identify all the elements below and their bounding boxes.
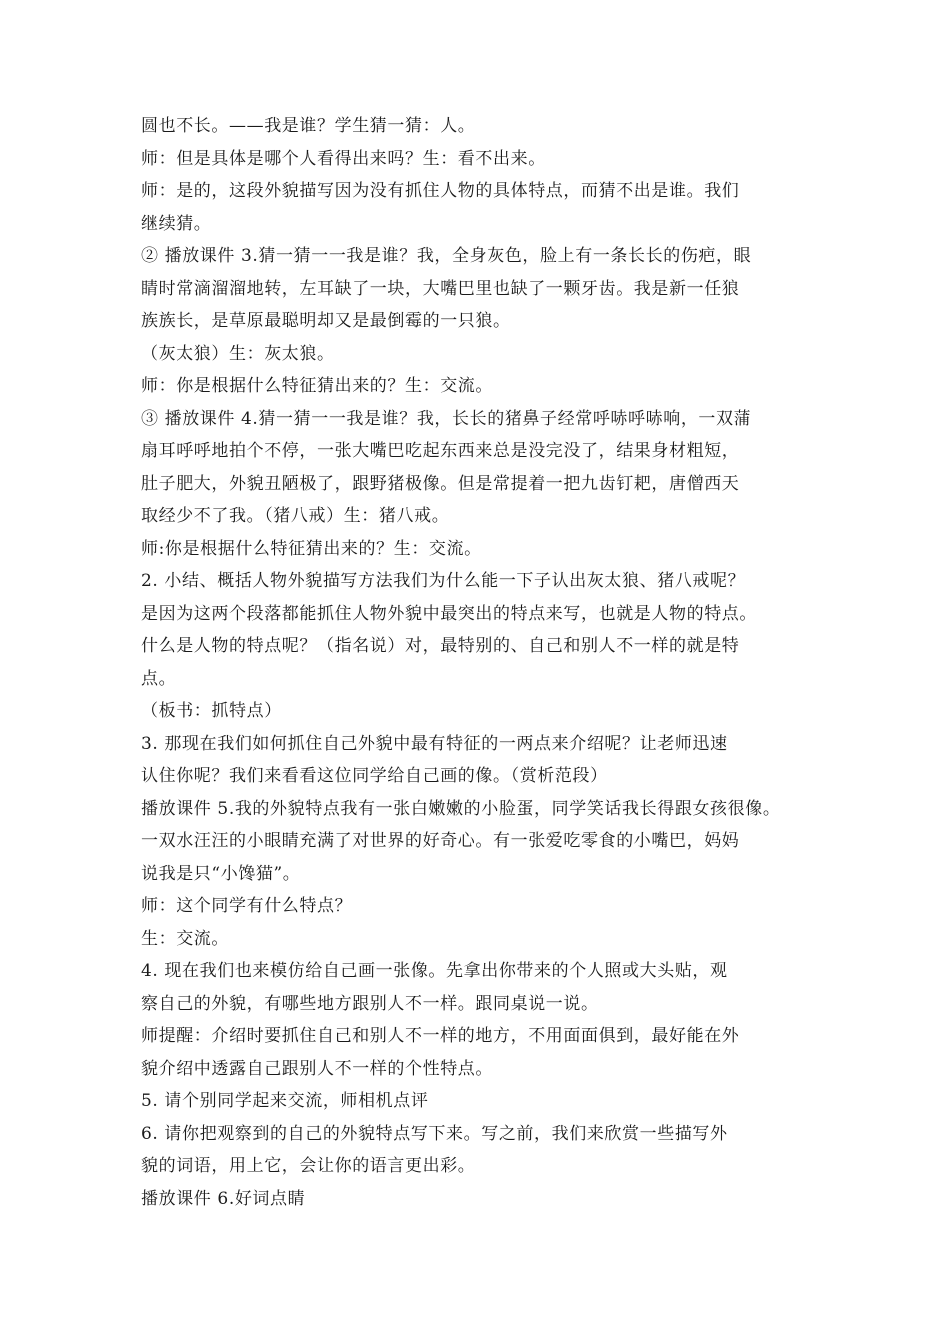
text-line: 师：是的，这段外貌描写因为没有抓住人物的具体特点，而猜不出是谁。我们 — [141, 181, 740, 201]
text-line: 察自己的外貌，有哪些地方跟别人不一样。跟同桌说一说。 — [141, 993, 599, 1014]
text-line: 师：这个同学有什么特点？ — [141, 896, 353, 916]
text-line: 是因为这两个段落都能抓住人物外貌中最突出的特点来写，也就是人物的特点。 — [141, 603, 757, 624]
text-line: 6. 请你把观察到的自己的外貌特点写下来。写之前，我们来欣赏一些描写外 — [141, 1123, 728, 1144]
text-line: （板书：抓特点） — [141, 701, 282, 721]
text-line: 播放课件 5.我的外貌特点我有一张白嫩嫩的小脸蛋，同学笑话我长得跟女孩很像。 — [141, 798, 781, 819]
text-line: 5. 请个别同学起来交流，师相机点评 — [141, 1091, 429, 1111]
text-line: 播放课件 6.好词点睛 — [141, 1188, 306, 1209]
text-line: 生：交流。 — [141, 928, 229, 949]
text-line: 师提醒：介绍时要抓住自己和别人不一样的地方，不用面面俱到，最好能在外 — [141, 1026, 740, 1046]
text-line: 貌介绍中透露自己跟别人不一样的个性特点。 — [141, 1058, 493, 1079]
text-line: （灰太狼）生：灰太狼。 — [141, 343, 335, 364]
text-line: 什么是人物的特点呢？（指名说）对，最特别的、自己和别人不一样的就是特 — [141, 636, 740, 656]
text-line: 一双水汪汪的小眼睛充满了对世界的好奇心。有一张爱吃零食的小嘴巴，妈妈 — [141, 831, 740, 851]
document-body — [141, 110, 841, 1215]
text-line: 扇耳呼呼地拍个不停，一张大嘴巴吃起东西来总是没完没了，结果身材粗短， — [141, 441, 740, 461]
text-line: 师:你是根据什么特征猜出来的？生：交流。 — [141, 538, 482, 559]
text-line: ③ 播放课件 4.猜一猜一一我是谁？我，长长的猪鼻子经常呼哧呼哧响，一双蒲 — [141, 408, 752, 429]
text-line: 说我是只“小馋猫”。 — [141, 863, 301, 884]
text-line: 继续猜。 — [141, 213, 212, 234]
text-line: 4. 现在我们也来模仿给自己画一张像。先拿出你带来的个人照或大头贴，观 — [141, 961, 728, 981]
text-line: 3. 那现在我们如何抓住自己外貌中最有特征的一两点来介绍呢？让老师迅速 — [141, 733, 728, 754]
text-line: 点。 — [141, 668, 177, 689]
text-line: 认住你呢？我们来看看这位同学给自己画的像。（赏析范段） — [141, 766, 608, 786]
text-line: 圆也不长。——我是谁？学生猜一猜：人。 — [141, 116, 476, 136]
text-line: 取经少不了我。（猪八戒）生：猪八戒。 — [141, 506, 450, 526]
text-line: 2. 小结、概括人物外貌描写方法我们为什么能一下子认出灰太狼、猪八戒呢？ — [141, 571, 746, 591]
text-line: 师：你是根据什么特征猜出来的？生：交流。 — [141, 376, 493, 396]
text-line: 师：但是具体是哪个人看得出来吗？生：看不出来。 — [141, 148, 546, 169]
text-line: 肚子肥大，外貌丑陋极了，跟野猪极像。但是常提着一把九齿钉耙，唐僧西天 — [141, 473, 740, 494]
text-line: 睛时常滴溜溜地转，左耳缺了一块，大嘴巴里也缺了一颗牙齿。我是新一任狼 — [141, 278, 740, 299]
text-line: 貌的词语，用上它，会让你的语言更出彩。 — [141, 1156, 476, 1176]
text-line: 族族长，是草原最聪明却又是最倒霉的一只狼。 — [141, 311, 511, 331]
text-line: ② 播放课件 3.猜一猜一一我是谁？我，全身灰色，脸上有一条长长的伤疤，眼 — [141, 246, 752, 266]
